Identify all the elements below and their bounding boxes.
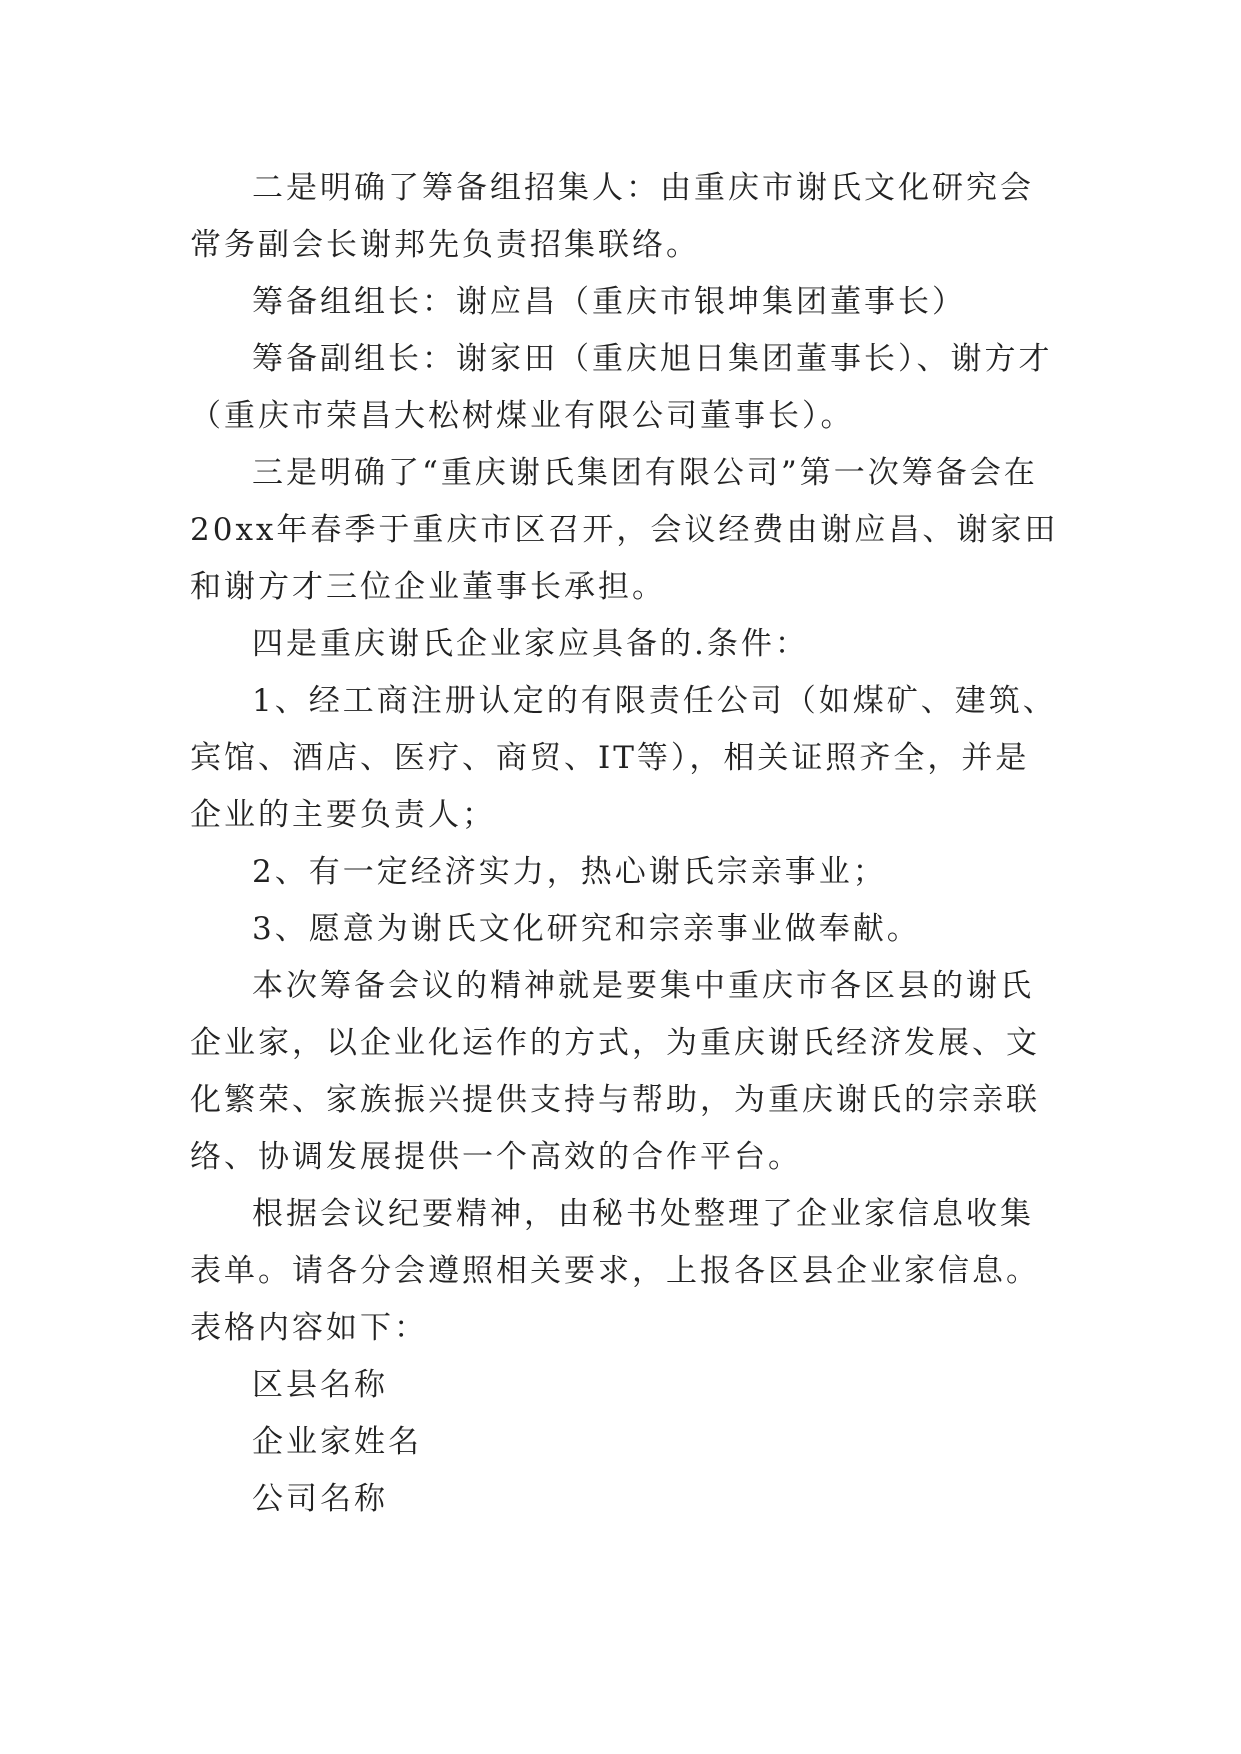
paragraph-form-intro: 根据会议纪要精神，由秘书处整理了企业家信息收集表单。请各分会遵照相关要求，上报各区县企业家信息。表格内容如下： <box>190 1196 1040 1346</box>
form-field-district: 区县名称 <box>252 1367 388 1403</box>
document-body <box>190 160 1060 1528</box>
paragraph-group-leader: 筹备组组长：谢应昌（重庆市银坤集团董事长） <box>252 284 966 320</box>
paragraph-first-meeting: 三是明确了“重庆谢氏集团有限公司”第一次筹备会在20xx年春季于重庆市区召开，会议经费由谢应昌、谢家田和谢方才三位企业董事长承担。 <box>190 455 1059 605</box>
paragraph-conditions-heading: 四是重庆谢氏企业家应具备的.条件： <box>252 626 809 662</box>
form-field-entrepreneur-name: 企业家姓名 <box>252 1424 422 1460</box>
paragraph-convener: 二是明确了筹备组招集人：由重庆市谢氏文化研究会常务副会长谢邦先负责招集联络。 <box>190 170 1034 263</box>
paragraph-deputy-leaders: 筹备副组长：谢家田（重庆旭日集团董事长）、谢方才（重庆市荣昌大松树煤业有限公司董事长）。 <box>190 341 1053 434</box>
paragraph-meeting-spirit: 本次筹备会议的精神就是要集中重庆市各区县的谢氏企业家，以企业化运作的方式，为重庆谢氏经济发展、文化繁荣、家族振兴提供支持与帮助，为重庆谢氏的宗亲联络、协调发展提供一个高效的合作平台。 <box>190 968 1040 1175</box>
paragraph-condition-2: 2、有一定经济实力，热心谢氏宗亲事业； <box>252 854 887 890</box>
form-field-company-name: 公司名称 <box>252 1481 388 1517</box>
paragraph-condition-1: 1、经工商注册认定的有限责任公司（如煤矿、建筑、宾馆、酒店、医疗、商贸、IT等），相关证照齐全，并是企业的主要负责人； <box>190 683 1057 833</box>
paragraph-condition-3: 3、愿意为谢氏文化研究和宗亲事业做奉献。 <box>252 911 921 947</box>
